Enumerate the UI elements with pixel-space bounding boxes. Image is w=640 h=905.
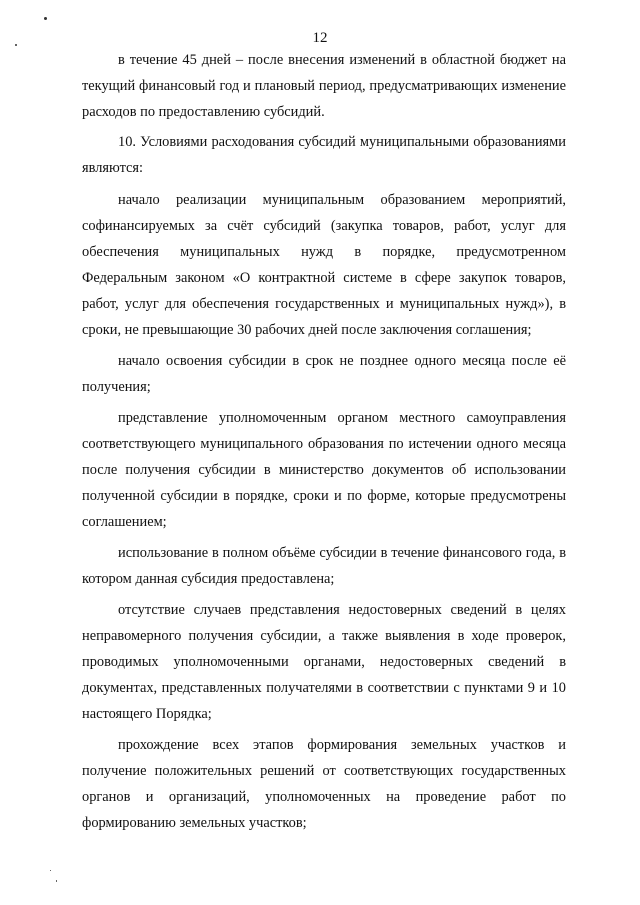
paragraph-deadline-45-days: в течение 45 дней – после внесения изменений в областной бюджет на текущий финансовый год и плановый период, предусматривающих изменение расходов по предоставлению субсидий. bbox=[82, 52, 566, 120]
paragraph-section-10-heading: 10. Условиями расходования субсидий муниципальными образованиями являются: bbox=[82, 134, 566, 176]
page-number: 12 bbox=[312, 30, 328, 46]
paragraph-start-of-use: начало освоения субсидии в срок не позднее одного месяца после её получения; bbox=[82, 353, 566, 395]
paragraph-start-of-measures: начало реализации муниципальным образованием мероприятий, софинансируемых за счёт субсидий (закупка товаров, работ, услуг для обеспечения муниципальных нужд в порядке, предусмотренном Федеральным законом «О контрактной системе в сфере закупок товаров, работ, услуг для обеспечения государственных и муниципальных нужд»), в сроки, не превышающие 30 рабочих дней после заключения соглашения; bbox=[82, 192, 566, 338]
document-body bbox=[82, 47, 566, 840]
paragraph-reporting: представление уполномоченным органом местного самоуправления соответствующего муниципального образования по истечении одного месяца после получения субсидии в министерство документов об использовании полученной субсидии в порядке, сроки и по форме, которые предусмотрены соглашением; bbox=[82, 410, 566, 530]
scan-speck bbox=[56, 880, 57, 882]
paragraph-land-plots: прохождение всех этапов формирования земельных участков и получение положительных решений от соответствующих государственных органов и организаций, уполномоченных на проведение работ по формированию земельных участков; bbox=[82, 737, 566, 831]
paragraph-full-use: использование в полном объёме субсидии в течение финансового года, в котором данная субсидия предоставлена; bbox=[82, 545, 566, 587]
scan-speck bbox=[50, 870, 51, 871]
scan-speck bbox=[44, 17, 47, 20]
paragraph-no-false-information: отсутствие случаев представления недостоверных сведений в целях неправомерного получения субсидии, а также выявления в ходе проверок, проводимых уполномоченными органами, недостоверных сведений в документах, представленных получателями в соответствии с пунктами 9 и 10 настоящего Порядка; bbox=[82, 602, 566, 722]
